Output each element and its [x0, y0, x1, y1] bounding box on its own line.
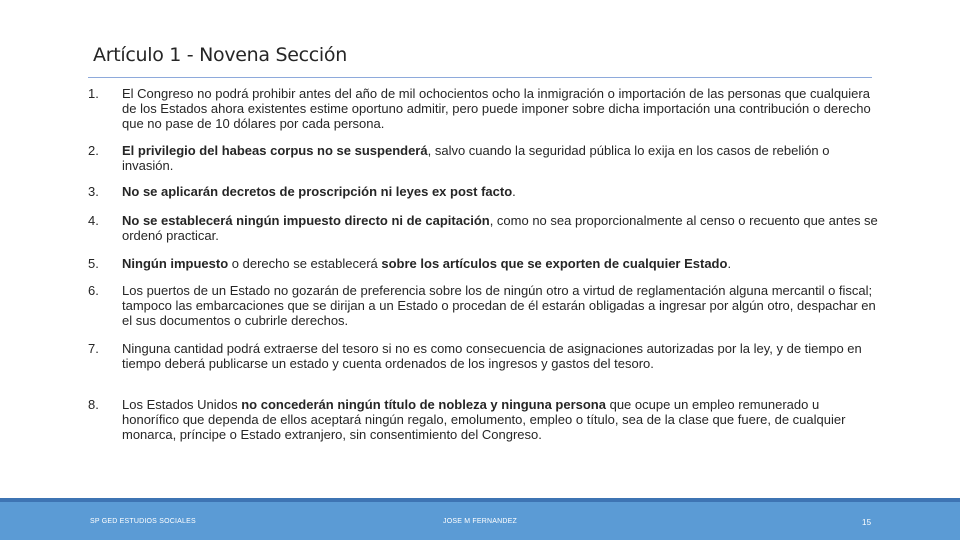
item-text [122, 256, 878, 271]
bold-text-segment: No se establecerá ningún impuesto directo ni de capitación [122, 213, 490, 228]
bold-text-segment: sobre los artículos que se exporten de cualquier Estado [381, 256, 728, 271]
text-segment: que ocupe un empleo remunerado u honorífico que dependa de ellos aceptará ningún regalo, emolumento, empleo o título, sea de la clase que fuere, de cualquier monarca, príncipe o Estado extranjero, sin consentimiento del Congreso. [122, 397, 846, 442]
text-segment: Ninguna cantidad podrá extraerse del tesoro si no es como consecuencia de asignaciones autorizadas por la ley, y de tiempo en tiempo deberá publicarse un estado y cuenta ordenados de los ingresos y gastos del tesoro. [122, 341, 862, 371]
text-segment: . [727, 256, 732, 271]
item-text [122, 213, 878, 243]
slide-title: Artículo 1 - Novena Sección [93, 44, 347, 66]
item-text [122, 86, 878, 131]
item-text [122, 283, 878, 328]
text-segment: , salvo cuando la seguridad pública lo exija en los casos de rebelión o invasión. [122, 143, 830, 173]
item-number: 4. [88, 213, 99, 228]
page-number: 15 [862, 518, 872, 527]
item-number: 8. [88, 397, 99, 412]
item-text [122, 143, 878, 173]
text-segment: , como no sea proporcionalmente al censo o recuento que antes se ordenó practicar. [122, 213, 878, 243]
bold-text-segment: Ningún impuesto [122, 256, 229, 271]
bold-text-segment: no concederán ningún título de nobleza y ninguna persona [241, 397, 606, 412]
text-segment: . [512, 184, 516, 199]
footer-course-label: SP GED ESTUDIOS SOCIALES [90, 518, 196, 525]
text-segment: o derecho se establecerá [228, 256, 382, 271]
footer-accent-line [0, 498, 960, 502]
item-number: 3. [88, 184, 99, 199]
item-number: 6. [88, 283, 99, 298]
item-number: 1. [88, 86, 99, 101]
item-text [122, 184, 878, 199]
text-segment: Los Estados Unidos [122, 397, 242, 412]
item-number: 2. [88, 143, 99, 158]
bold-text-segment: El privilegio del habeas corpus no se suspenderá [122, 143, 428, 158]
bold-text-segment: No se aplicarán decretos de proscripción ni leyes ex post facto [122, 184, 513, 199]
item-number: 5. [88, 256, 99, 271]
item-text [122, 397, 878, 442]
item-text [122, 341, 878, 371]
text-segment: El Congreso no podrá prohibir antes del año de mil ochocientos ocho la inmigración o importación de las personas que cualquiera de los Estados ahora existentes estime oportuno admitir, pero puede imponer sobre dicha importación una contribución o derecho que no pase de 10 dólares por cada persona. [122, 86, 871, 131]
item-number: 7. [88, 341, 99, 356]
footer-author: JOSE M FERNANDEZ [443, 518, 517, 525]
title-divider [88, 77, 872, 78]
text-segment: Los puertos de un Estado no gozarán de preferencia sobre los de ningún otro a virtud de reglamentación alguna mercantil o fiscal; tampoco las embarcaciones que se dirijan a un Estado o procedan de él estarán obligadas a ingresar por algún otro, despachar en el sus documentos o cubrirle derechos. [122, 283, 876, 328]
